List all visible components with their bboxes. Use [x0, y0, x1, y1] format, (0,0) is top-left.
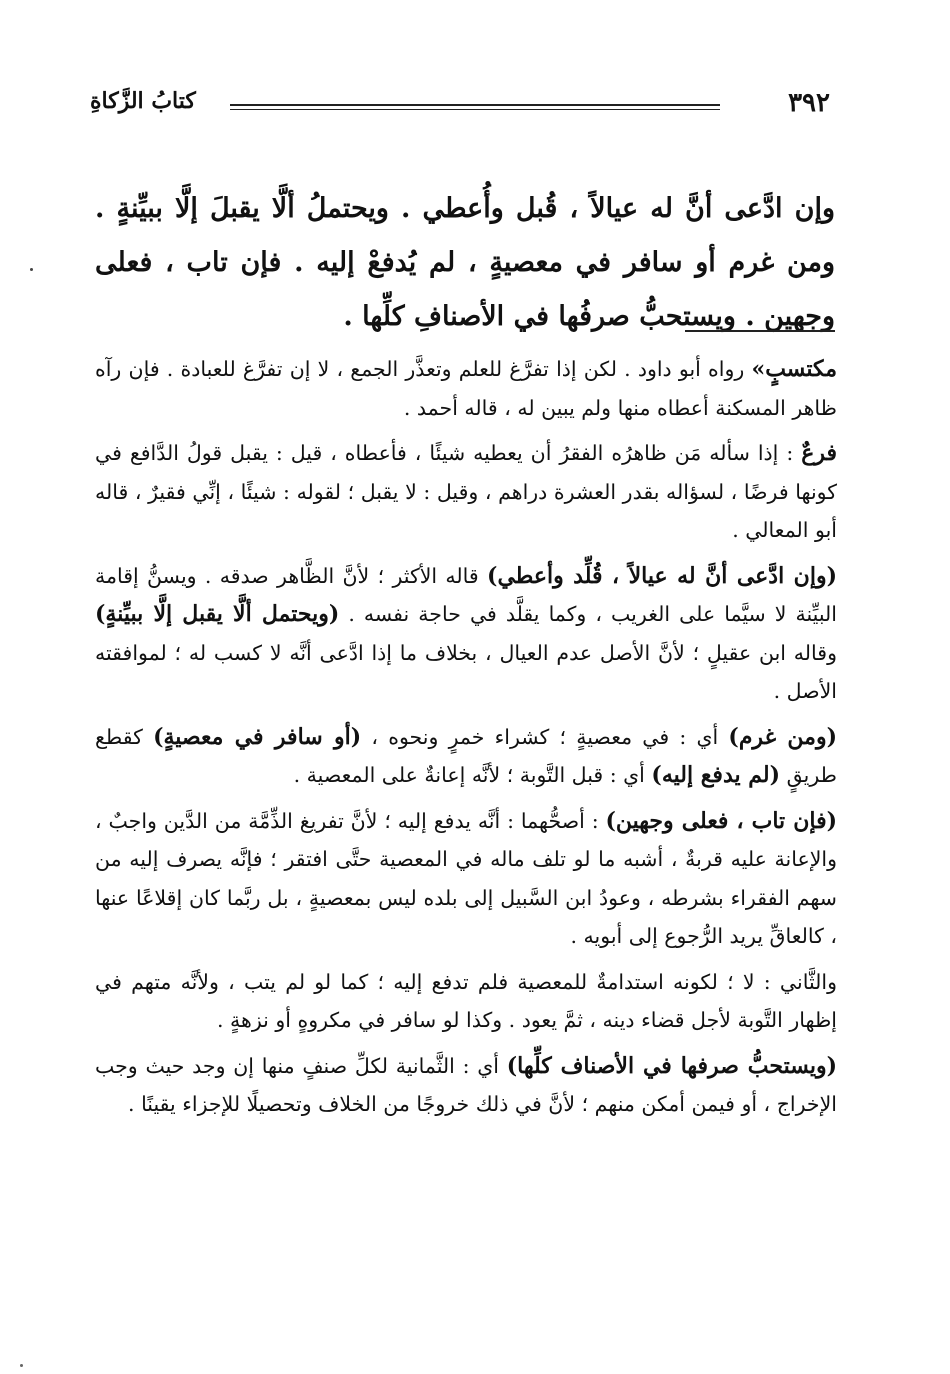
page-number: ٣٩٢	[788, 88, 830, 118]
book-title: كتابُ الزَّكاةِ	[90, 88, 196, 114]
margin-mark	[20, 1364, 23, 1367]
bold-phrase: (فإن تاب ، فعلى وجهين)	[605, 807, 837, 834]
header-rule	[230, 104, 720, 106]
bold-phrase: (وإن ادَّعى أنَّ له عيالاً ، قُلِّد وأعطي)	[487, 562, 837, 589]
paragraph-text: قاله الأكثر ؛ لأنَّ الظَّاهر صدقه . ويسنُّ إقامة البيِّنة لا سيَّما على الغريب ، وكما يقلَّد في حاجة نفسه .	[95, 563, 837, 626]
commentary-paragraph	[95, 1047, 837, 1124]
commentary-paragraph	[95, 802, 837, 956]
paragraph-text: رواه أبو داود . لكن إذا تفرَّغ للعلم وتعذَّر الجمع ، لا إن تفرَّغ للعبادة . فإن رآه ظاهر المسكنة أعطاه منها ولم يبين له ، قاله أحمد .	[95, 357, 837, 420]
paragraph-text: أي : الثَّمانية لكلِّ صنفٍ منها إن وجد حيث وجب الإخراج ، أو فيمن أمكن منهم ؛ لأنَّ في ذلك خروجًا من الخلاف وتحصيلًا للإجزاء يقينًا .	[95, 1053, 837, 1116]
main-text: وإن ادَّعى أنَّ له عيالاً ، قُبل وأُعطي . ويحتملُ ألَّا يقبلَ إلَّا ببيِّنةٍ . ومن غرم أو سافر في معصيةٍ ، لم يُدفعْ إليه . فإن تاب ، فعلى وجهين . ويستحبُّ صرفُها في الأصنافِ كلِّها .	[95, 193, 835, 332]
commentary	[95, 350, 837, 1131]
paragraph-text: : أصحُّهما : أنَّه يدفع إليه ؛ لأنَّ تفريغ الذِّمَّة من الدَّين واجبٌ ، والإعانة عليه قربةٌ ، أشبه ما لو تلف ماله في المعصية حتَّى افتقر ؛ فإنَّه يصرف إليه من سهم الفقراء بشرطه ، وعودُ ابن السَّبيل إلى بلده ليس بمعصيةٍ ، بل ربَّما كان إقلاعًا عنها ، كالعاقِّ يريد الرُّجوع إلى أبويه .	[95, 808, 837, 948]
bold-phrase: (ويستحبُّ صرفها في الأصناف كلِّها)	[506, 1052, 837, 1079]
paragraph-text: كقطع طريقٍ	[95, 724, 837, 787]
running-header	[90, 88, 830, 128]
paragraph-text: أي : في معصيةٍ ؛ كشراء خمرٍ ونحوه ،	[361, 724, 729, 749]
bold-phrase: (ويحتمل ألَّا يقبل إلَّا ببيِّنةٍ)	[95, 601, 340, 627]
paragraph-text: أي : قبل التَّوبة ؛ لأنَّه إعانةٌ على المعصية .	[293, 763, 652, 787]
margin-mark	[30, 268, 33, 271]
paragraph-text: وقاله ابن عقيلٍ ؛ لأنَّ الأصل عدم العيال ، بخلاف ما إذا ادَّعى أنَّه لا كسب له ؛ لموافقته الأصل .	[95, 640, 837, 703]
bold-phrase: (أو سافر في معصيةٍ)	[153, 723, 362, 750]
commentary-paragraph	[95, 557, 837, 711]
commentary-paragraph	[95, 963, 837, 1040]
bold-phrase: فرعٌ	[801, 440, 837, 466]
paragraph-text: والثَّاني : لا ؛ لكونه استدامةٌ للمعصية فلم تدفع إليه ؛ كما لو لم يتب ، ولأنَّه متهم في إظهار التَّوبة لأجل قضاء دينه ، ثمَّ يعود . وكذا لو سافر في مكروهٍ أو نزهةٍ .	[95, 969, 837, 1032]
paragraph-text: : إذا سأله مَن ظاهرُه الفقرُ أن يعطيه شيئًا ، فأعطاه ، قيل : يقبل قولُ الدَّافع في كونها فرضًا ، لسؤاله بقدر العشرة دراهم ، وقيل : لا يقبل ؛ لقوله : شيئًا ، إنِّي فقيرٌ ، قاله أبو المعالي .	[95, 441, 837, 542]
commentary-paragraph	[95, 718, 837, 795]
separator-rule	[685, 330, 835, 332]
commentary-paragraph	[95, 434, 837, 550]
bold-phrase: مكتسبٍ»	[751, 356, 837, 382]
bold-phrase: (لم يدفع إليه)	[651, 762, 781, 788]
bold-phrase: (ومن غرم)	[728, 723, 837, 750]
commentary-paragraph	[95, 350, 837, 427]
